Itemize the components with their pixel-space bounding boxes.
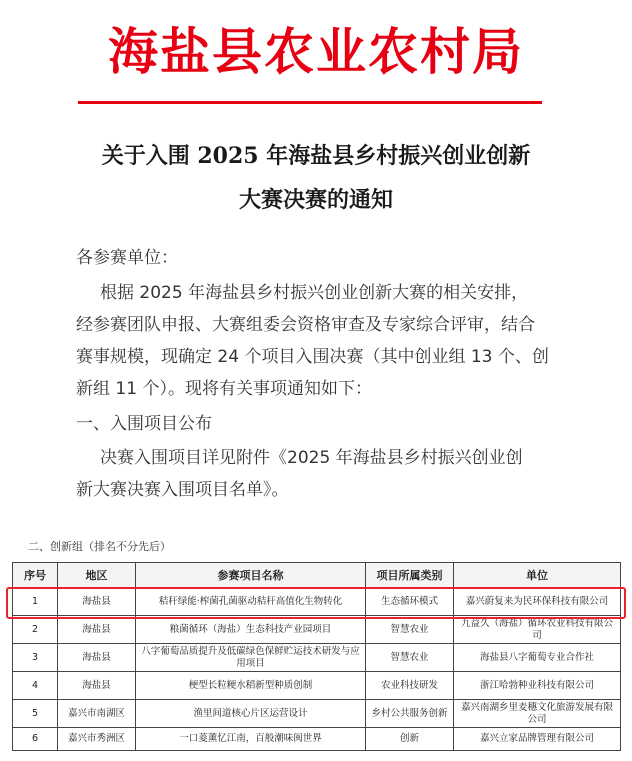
cell-unit: 嘉兴蔚复来为民环保科技有限公司 <box>454 588 621 616</box>
table-row <box>13 588 621 616</box>
table-row <box>13 644 621 672</box>
header-cell-category: 项目所属类别 <box>366 563 454 588</box>
paragraph-line: 新大赛决赛入围项目名单》。 <box>76 480 289 500</box>
table-header-row <box>13 563 621 588</box>
header-cell-unit: 单位 <box>454 563 621 588</box>
cell-category: 乡村公共服务创新 <box>366 700 454 728</box>
cell-category: 智慧农业 <box>366 644 454 672</box>
cell-project: 八字葡萄品质提升及低碳绿色保鲜贮运技术研发与应用项目 <box>136 644 366 672</box>
table-row <box>13 728 621 751</box>
section-heading: 一、入围项目公布 <box>76 414 212 434</box>
document-title-line1: 关于入围 2025 年海盐县乡村振兴创业创新 <box>101 143 531 169</box>
header-org-name: 海盐县农业农村局 <box>108 22 524 81</box>
cell-index: 1 <box>13 588 58 616</box>
cell-unit: 浙江哈勃种业科技有限公司 <box>454 672 621 700</box>
header-cell-project: 参赛项目名称 <box>136 563 366 588</box>
cell-region: 海盐县 <box>58 616 136 644</box>
table-row <box>13 616 621 644</box>
cell-unit: 嘉兴立家品牌管理有限公司 <box>454 728 621 751</box>
cell-project: 粮菌循环（海盐）生态科技产业园项目 <box>136 616 366 644</box>
header-red-rule <box>78 101 542 104</box>
cell-project: 梗型长粒粳水稻新型种质创制 <box>136 672 366 700</box>
cell-category: 生态循环模式 <box>366 588 454 616</box>
cell-index: 2 <box>13 616 58 644</box>
cell-unit: 嘉兴南湖乡里麦穗文化旅游发展有限公司 <box>454 700 621 728</box>
cell-index: 5 <box>13 700 58 728</box>
cell-project: 渔里间道核心片区运营设计 <box>136 700 366 728</box>
cell-index: 4 <box>13 672 58 700</box>
cell-project: 一口菱薰忆江南，百般潮味闽世界 <box>136 728 366 751</box>
table-caption: 二、创新组（排名不分先后） <box>28 540 171 553</box>
cell-index: 3 <box>13 644 58 672</box>
header-cell-region: 地区 <box>58 563 136 588</box>
document-title-line2: 大赛决赛的通知 <box>238 187 393 213</box>
cell-unit: 九益久（海盐）循环农业科技有限公司 <box>454 616 621 644</box>
cell-region: 海盐县 <box>58 672 136 700</box>
cell-region: 海盐县 <box>58 588 136 616</box>
paragraph-line: 决赛入围项目详见附件《2025 年海盐县乡村振兴创业创 <box>100 448 523 468</box>
cell-category: 创新 <box>366 728 454 751</box>
paragraph-line: 根据 2025 年海盐县乡村振兴创业创新大赛的相关安排， <box>100 283 529 303</box>
paragraph-line: 经参赛团队申报、大赛组委会资格审查及专家综合评审，结合 <box>76 315 535 335</box>
cell-unit: 海盐县八字葡萄专业合作社 <box>454 644 621 672</box>
paragraph-line: 赛事规模，现确定 24 个项目入围决赛（其中创业组 13 个、创 <box>76 347 549 367</box>
cell-region: 海盐县 <box>58 644 136 672</box>
paragraph-line: 新组 11 个）。现将有关事项通知如下： <box>76 379 372 399</box>
cell-index: 6 <box>13 728 58 751</box>
cell-region: 嘉兴市南湖区 <box>58 700 136 728</box>
cell-project: 秸秆绿能·榨菌孔菌驱动秸秆高值化生物转化 <box>136 588 366 616</box>
cell-region: 嘉兴市秀洲区 <box>58 728 136 751</box>
table-row <box>13 672 621 700</box>
cell-category: 智慧农业 <box>366 616 454 644</box>
cell-category: 农业科技研发 <box>366 672 454 700</box>
table-row <box>13 700 621 728</box>
header-cell-index: 序号 <box>13 563 58 588</box>
entries-table <box>12 562 621 751</box>
salutation: 各参赛单位： <box>76 248 178 268</box>
